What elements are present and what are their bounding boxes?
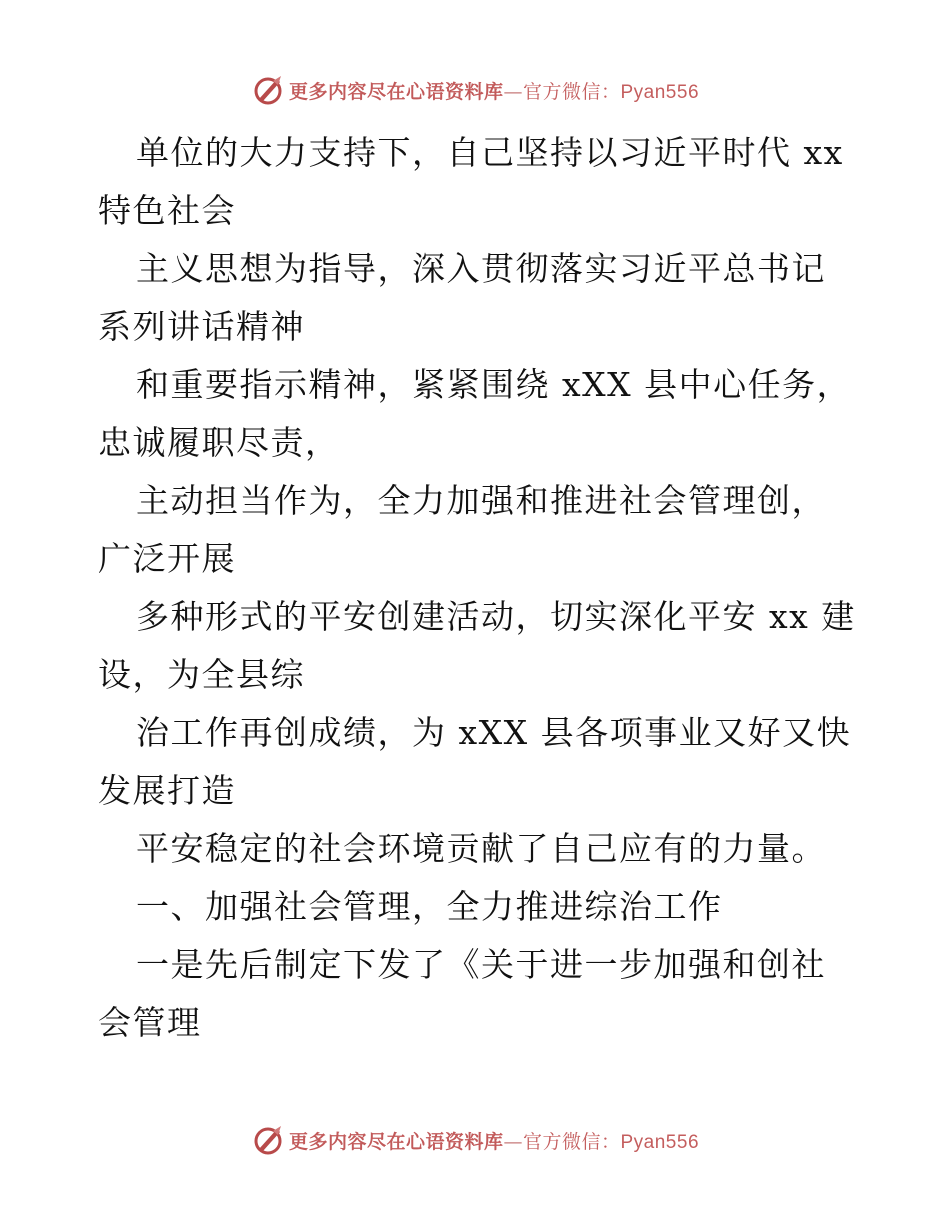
header-banner-text — [289, 77, 699, 104]
paragraph: 单位的大力支持下，自己坚持以习近平时代 xx 特色社会 — [98, 133, 844, 230]
footer-banner — [0, 1120, 950, 1160]
footer-wechat-text: 官方微信：Pyan556 — [523, 1131, 700, 1153]
header-banner — [0, 70, 950, 110]
document-body — [98, 124, 858, 1052]
header-separator: — — [503, 80, 523, 103]
footer-site-text: 更多内容尽在心语资料库 — [288, 1130, 504, 1153]
paragraph: 和重要指示精神，紧紧围绕 xXX 县中心任务，忠诚履职尽责， — [98, 365, 852, 462]
footer-banner-text — [289, 1127, 699, 1154]
paragraph: 一是先后制定下发了《关于进一步加强和创社会管理 — [98, 945, 826, 1042]
header-site-text: 更多内容尽在心语资料库 — [288, 80, 504, 103]
section-heading: 一、加强社会管理，全力推进综治工作 — [136, 887, 723, 926]
paragraph: 治工作再创成绩，为 xXX 县各项事业又好又快发展打造 — [98, 713, 852, 810]
quill-logo-icon — [251, 73, 285, 107]
paragraph: 多种形式的平安创建活动，切实深化平安 xx 建设，为全县综 — [98, 597, 856, 694]
paragraph: 平安稳定的社会环境贡献了自己应有的力量。 — [136, 829, 826, 868]
footer-separator: — — [503, 1130, 523, 1153]
quill-logo-icon — [251, 1123, 285, 1157]
paragraph: 主义思想为指导，深入贯彻落实习近平总书记系列讲话精神 — [98, 249, 826, 346]
header-wechat-text: 官方微信：Pyan556 — [523, 81, 700, 103]
paragraph: 主动担当作为，全力加强和推进社会管理创，广泛开展 — [98, 481, 826, 578]
